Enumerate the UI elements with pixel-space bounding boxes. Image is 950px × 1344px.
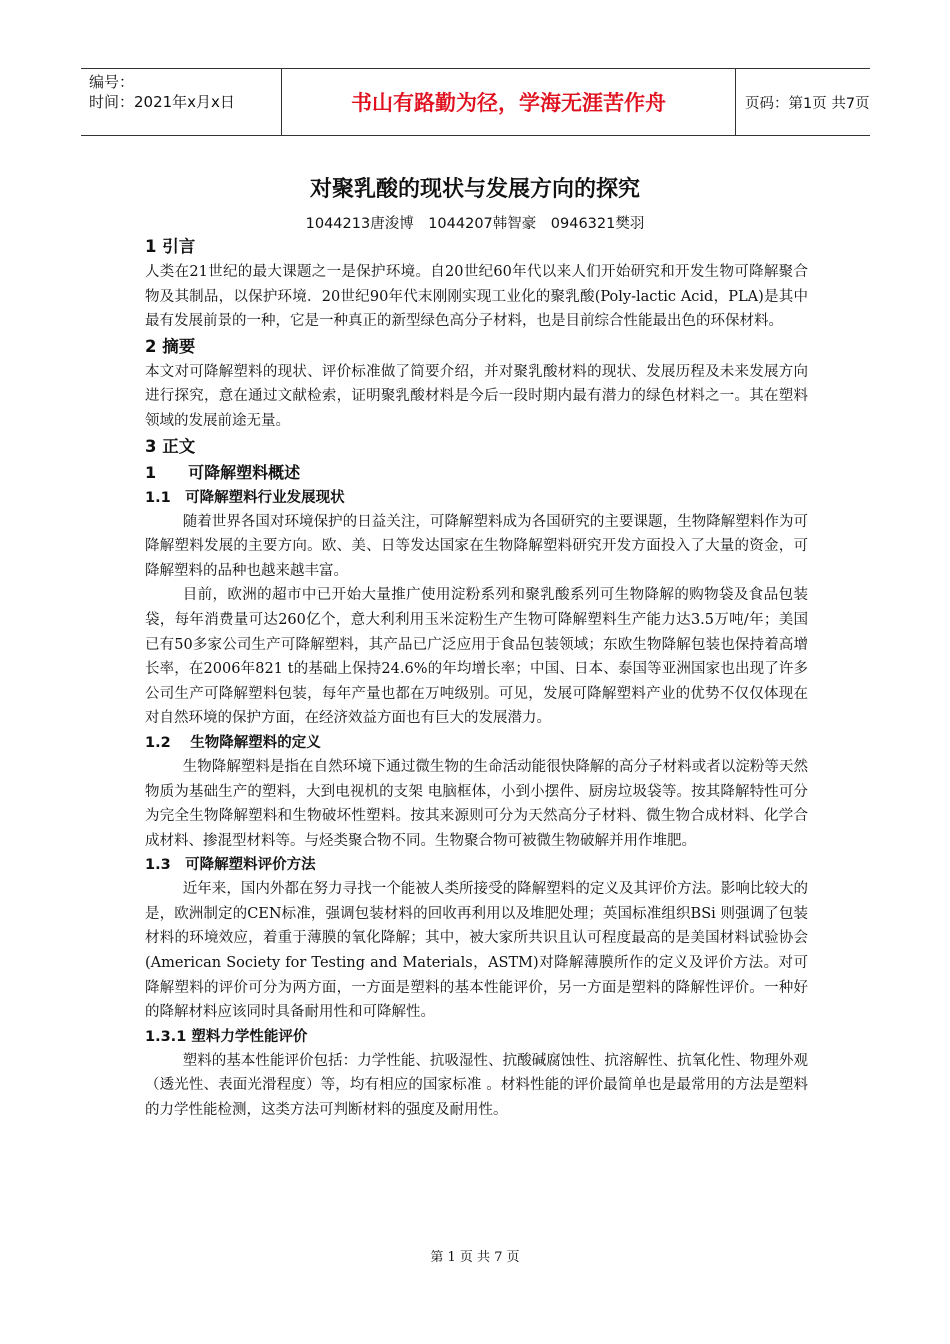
section-1-1-paragraph-1: 随着世界各国对环境保护的日益关注，可降解塑料成为各国研究的主要课题，生物降解塑料作为可降解塑料发展的主要方向。欧、美、日等发达国家在生物降解塑料研究开发方面投入了大量的资金，可降解塑料的品种也越来越丰富。 bbox=[145, 513, 808, 579]
header-slogan: 书山有路勤为径，学海无涯苦作舟 bbox=[281, 69, 736, 135]
section-1-3-1-paragraph: 塑料的基本性能评价包括：力学性能、抗吸湿性、抗酸碱腐蚀性、抗溶解性、抗氧化性、物理外观（透光性、表面光滑程度）等，均有相应的国家标准 。材料性能的评价最简单也是最常用的方法是塑料的力学性能检测，这类方法可判断材料的强度及耐用性。 bbox=[145, 1052, 808, 1119]
intro-heading: 1 引言 bbox=[145, 237, 196, 256]
header-page-info: 页码：第1页 共7页 bbox=[745, 95, 870, 112]
document-authors: 1044213唐浚博 1044207韩智豪 0946321樊羽 bbox=[305, 216, 645, 232]
intro-paragraph: 人类在21世纪的最大课题之一是保护环境。自20世纪60年代以来人们开始研究和开发生物可降解聚合物及其制品，以保护环境．20世纪90年代末刚刚实现工业化的聚乳酸(Poly-lactic Acid，PLA)是其中最有发展前景的一种，它是一种真正的新型绿色高分子材料，也是目前综合性能最出色的环保材料。 bbox=[145, 264, 808, 330]
body-heading: 3 正文 bbox=[145, 436, 196, 456]
document-title: 对聚乳酸的现状与发展方向的探究 bbox=[309, 177, 640, 202]
header-meta bbox=[89, 72, 235, 112]
section-1-heading: 1 可降解塑料概述 bbox=[145, 462, 301, 482]
page-footer: 第 1 页 共 7 页 bbox=[430, 1250, 520, 1265]
section-1-3-paragraph: 近年来，国内外都在努力寻找一个能被人类所接受的降解塑料的定义及其评价方法。影响比较大的是，欧洲制定的CEN标准，强调包装材料的回收再利用以及堆肥处理；英国标准组织BSi 则强调了包装材料的环境效应，着重于薄膜的氧化降解；其中，被大家所共识且认可程度最高的是美国材料试验协会(American Society for Testing and Materials，ASTM)对降解薄膜所作的定义及评价方法。对可降解塑料的评价可分为两方面，一方面是塑料的基本性能评价，另一方面是塑料的降解性评价。一种好的降解材料应该同时具备耐用性和可降解性。 bbox=[145, 881, 808, 1021]
section-1-1-heading: 1.1 可降解塑料行业发展现状 bbox=[145, 489, 345, 506]
section-1-1-paragraph-2: 目前，欧洲的超市中已开始大量推广使用淀粉系列和聚乳酸系列可生物降解的购物袋及食品包装袋，每年消费量可达260亿个，意大利利用玉米淀粉生产生物可降解塑料生产能力达3.5万吨/年；美国已有50多家公司生产可降解塑料，其产品已广泛应用于食品包装领域；东欧生物降解包装也保持着高增长率，在2006年821 t的基础上保持24.6%的年均增长率；中国、日本、泰国等亚洲国家也出现了许多公司生产可降解塑料包装，每年产量也都在万吨级别。可见，发展可降解塑料产业的优势不仅仅体现在对自然环境的保护方面，在经济效益方面也有巨大的发展潜力。 bbox=[145, 587, 808, 727]
abstract-paragraph: 本文对可降解塑料的现状、评价标准做了简要介绍，并对聚乳酸材料的现状、发展历程及未来发展方向进行探究，意在通过文献检索，证明聚乳酸材料是今后一段时期内最有潜力的绿色材料之一。其在塑料领域的发展前途无量。 bbox=[145, 363, 808, 429]
page-header bbox=[81, 68, 870, 136]
header-time: 时间：2021年x月x日 bbox=[89, 93, 235, 111]
abstract-heading: 2 摘要 bbox=[145, 336, 196, 356]
section-1-2-paragraph: 生物降解塑料是指在自然环境下通过微生物的生命活动能很快降解的高分子材料或者以淀粉等天然物质为基础生产的塑料，大到电视机的支架 电脑框体，小到小摆件、厨房垃圾袋等。按其降解特性可分为完全生物降解塑料和生物破坏性塑料。按其来源则可分为天然高分子材料、微生物合成材料、化学合成材料、掺混型材料等。与烃类聚合物不同。生物聚合物可被微生物破解并用作堆肥。 bbox=[145, 758, 808, 849]
section-1-2-heading: 1.2 生物降解塑料的定义 bbox=[145, 734, 321, 751]
section-1-3-heading: 1.3 可降解塑料评价方法 bbox=[145, 857, 316, 874]
document-body bbox=[145, 234, 808, 1123]
section-1-3-1-heading: 1.3.1 塑料力学性能评价 bbox=[145, 1028, 308, 1045]
header-number: 编号： bbox=[89, 73, 135, 91]
